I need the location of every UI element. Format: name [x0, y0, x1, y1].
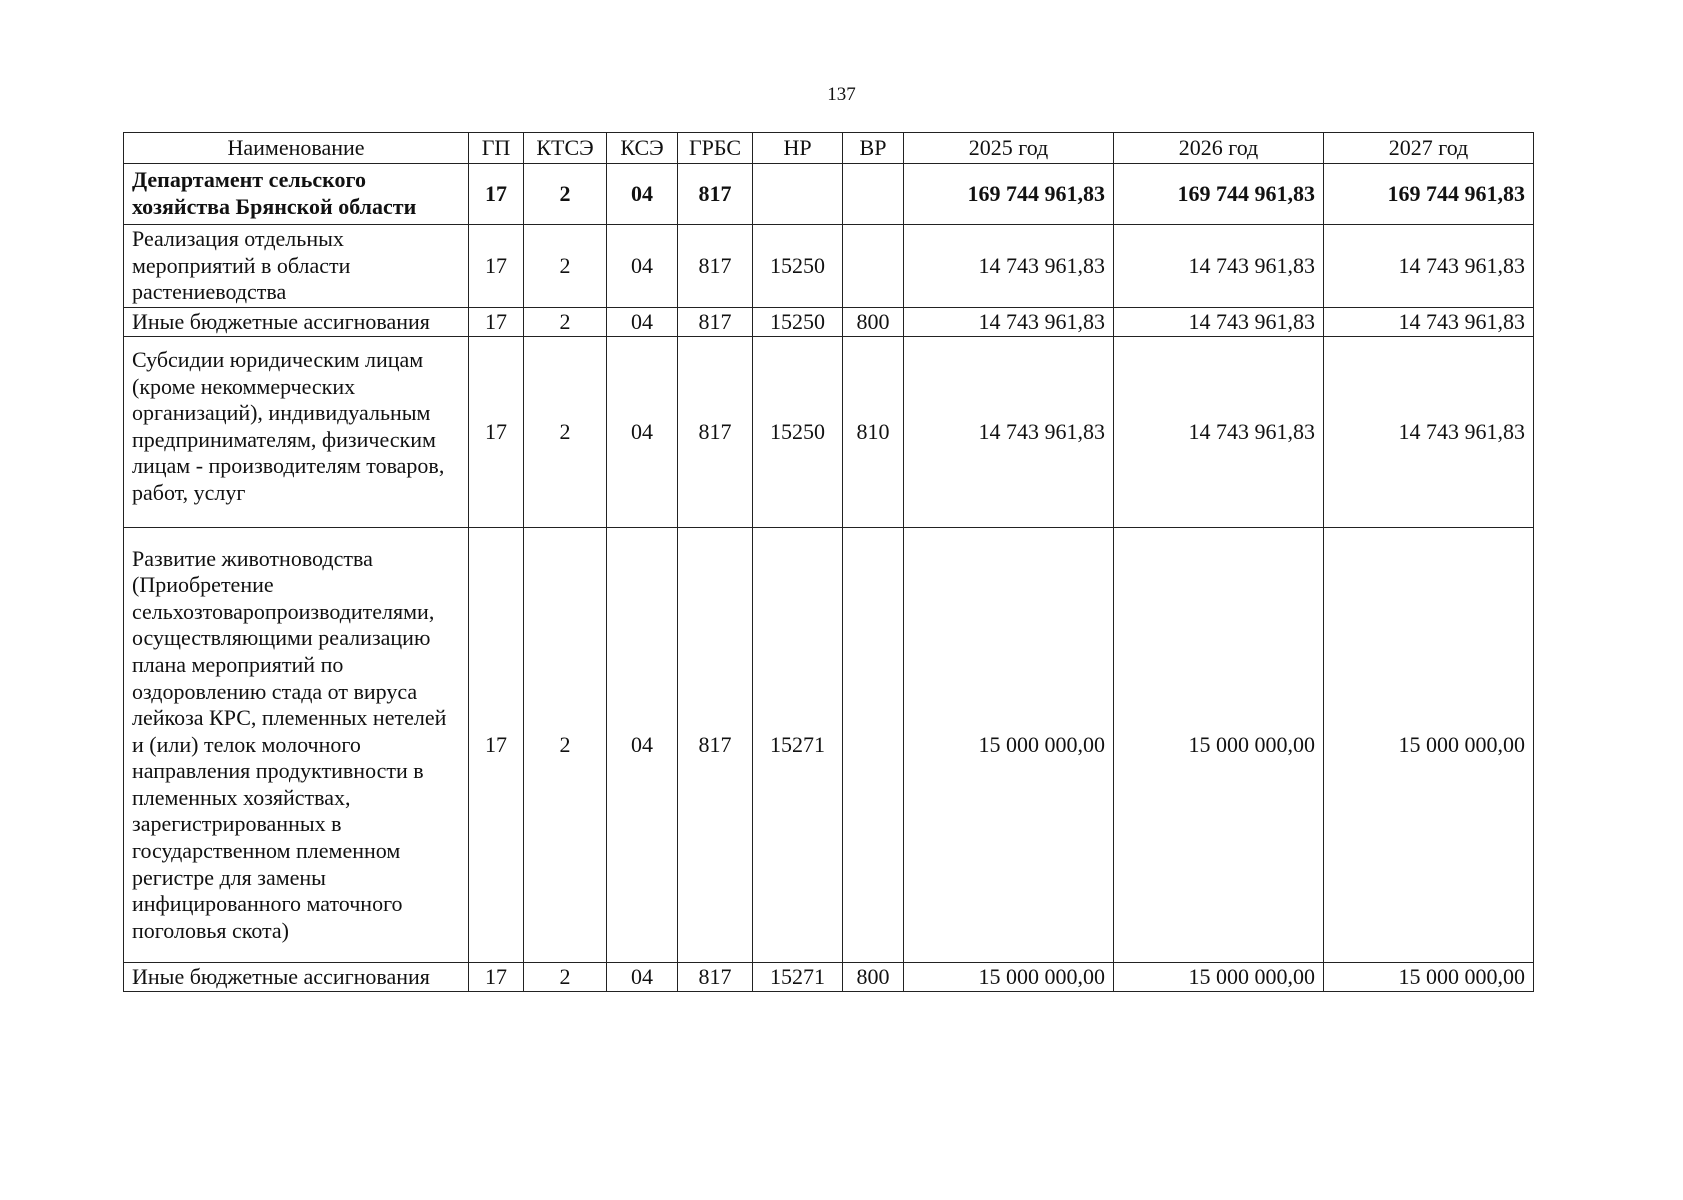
cell-vr: 800	[843, 308, 904, 337]
cell-2026: 15 000 000,00	[1114, 528, 1324, 963]
cell-nr	[753, 164, 843, 225]
cell-2026: 14 743 961,83	[1114, 225, 1324, 308]
cell-kse: 04	[607, 528, 678, 963]
cell-kse: 04	[607, 963, 678, 992]
cell-2027: 14 743 961,83	[1324, 225, 1534, 308]
header-2027: 2027 год	[1324, 133, 1534, 164]
cell-ktse: 2	[524, 308, 607, 337]
header-grbs: ГРБС	[678, 133, 753, 164]
cell-2026: 15 000 000,00	[1114, 963, 1324, 992]
cell-2025: 14 743 961,83	[904, 337, 1114, 528]
cell-ktse: 2	[524, 337, 607, 528]
cell-vr	[843, 528, 904, 963]
cell-kse: 04	[607, 308, 678, 337]
cell-vr	[843, 164, 904, 225]
cell-vr: 800	[843, 963, 904, 992]
cell-ktse: 2	[524, 528, 607, 963]
cell-kse: 04	[607, 225, 678, 308]
cell-name: Реализация отдельных мероприятий в области растениеводства	[124, 225, 469, 308]
header-row	[124, 133, 1534, 164]
cell-2027: 14 743 961,83	[1324, 308, 1534, 337]
cell-nr: 15250	[753, 337, 843, 528]
table-row	[124, 308, 1534, 337]
cell-grbs: 817	[678, 308, 753, 337]
cell-2025: 15 000 000,00	[904, 528, 1114, 963]
cell-ktse: 2	[524, 164, 607, 225]
header-kse: КСЭ	[607, 133, 678, 164]
header-name: Наименование	[124, 133, 469, 164]
table-row	[124, 528, 1534, 963]
cell-nr: 15271	[753, 963, 843, 992]
header-vr: ВР	[843, 133, 904, 164]
cell-name: Иные бюджетные ассигнования	[124, 963, 469, 992]
cell-2026: 14 743 961,83	[1114, 308, 1324, 337]
header-gp: ГП	[469, 133, 524, 164]
cell-vr: 810	[843, 337, 904, 528]
cell-2027: 14 743 961,83	[1324, 337, 1534, 528]
cell-vr	[843, 225, 904, 308]
page-number: 137	[827, 84, 856, 105]
cell-grbs: 817	[678, 963, 753, 992]
cell-2025: 14 743 961,83	[904, 308, 1114, 337]
cell-nr: 15250	[753, 225, 843, 308]
table-row	[124, 164, 1534, 225]
cell-2026: 14 743 961,83	[1114, 337, 1324, 528]
header-2026: 2026 год	[1114, 133, 1324, 164]
cell-grbs: 817	[678, 337, 753, 528]
cell-ktse: 2	[524, 225, 607, 308]
cell-2025: 14 743 961,83	[904, 225, 1114, 308]
cell-kse: 04	[607, 164, 678, 225]
cell-gp: 17	[469, 337, 524, 528]
cell-kse: 04	[607, 337, 678, 528]
table-row	[124, 963, 1534, 992]
cell-name: Субсидии юридическим лицам (кроме некоммерческих организаций), индивидуальным предпринимателям, физическим лицам - производителям товаров, работ, услуг	[124, 337, 469, 528]
cell-grbs: 817	[678, 528, 753, 963]
cell-gp: 17	[469, 308, 524, 337]
cell-2027: 15 000 000,00	[1324, 963, 1534, 992]
cell-nr: 15250	[753, 308, 843, 337]
cell-ktse: 2	[524, 963, 607, 992]
cell-grbs: 817	[678, 164, 753, 225]
cell-gp: 17	[469, 164, 524, 225]
header-2025: 2025 год	[904, 133, 1114, 164]
cell-nr: 15271	[753, 528, 843, 963]
cell-2027: 15 000 000,00	[1324, 528, 1534, 963]
cell-2025: 169 744 961,83	[904, 164, 1114, 225]
table-row	[124, 225, 1534, 308]
cell-gp: 17	[469, 225, 524, 308]
cell-name: Развитие животноводства (Приобретение сельхозтоваропроизводителями, осуществляющими реализацию плана мероприятий по оздоровлению стада от вируса лейкоза КРС, племенных нетелей и (или) телок молочного направления продуктивности в племенных хозяйствах, зарегистрированных в государственном племенном регистре для замены инфицированного маточного поголовья скота)	[124, 528, 469, 963]
cell-2027: 169 744 961,83	[1324, 164, 1534, 225]
header-nr: НР	[753, 133, 843, 164]
cell-grbs: 817	[678, 225, 753, 308]
cell-2026: 169 744 961,83	[1114, 164, 1324, 225]
cell-gp: 17	[469, 963, 524, 992]
cell-2025: 15 000 000,00	[904, 963, 1114, 992]
header-ktse: КТСЭ	[524, 133, 607, 164]
table-row	[124, 337, 1534, 528]
budget-table	[123, 132, 1534, 992]
cell-name: Департамент сельского хозяйства Брянской области	[124, 164, 469, 225]
cell-gp: 17	[469, 528, 524, 963]
cell-name: Иные бюджетные ассигнования	[124, 308, 469, 337]
